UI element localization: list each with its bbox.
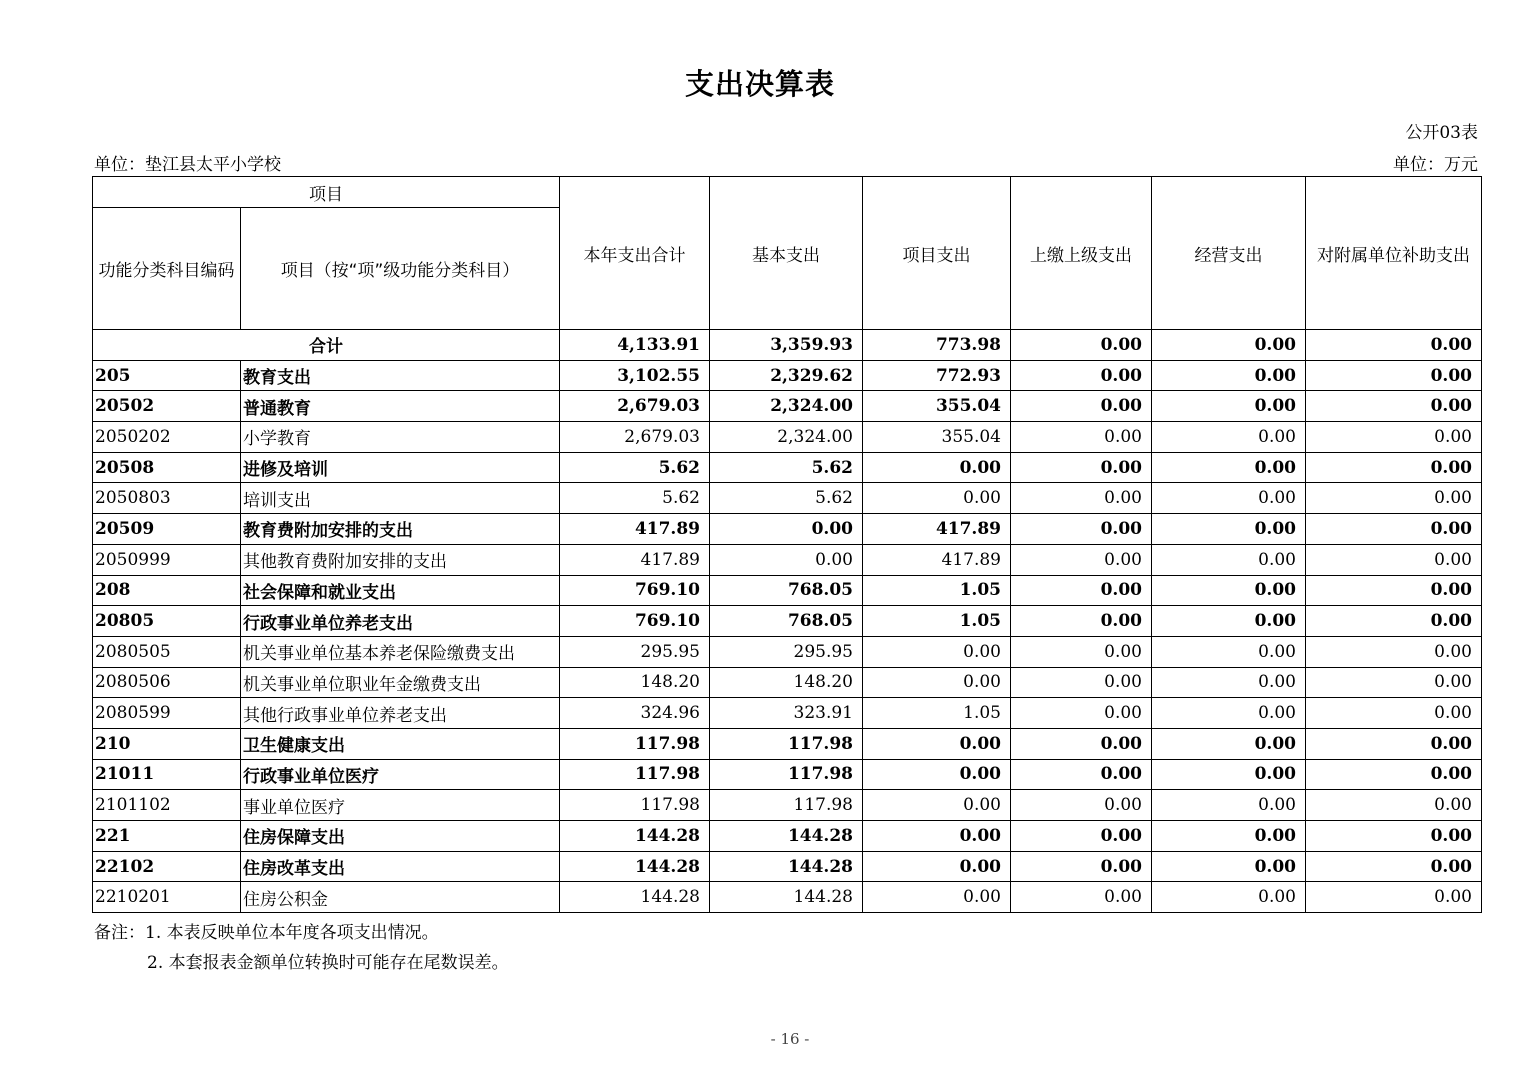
row-business: 0.00 [1152,544,1306,575]
row-project: 0.00 [863,882,1011,913]
row-name: 其他行政事业单位养老支出 [241,698,560,729]
total-project: 773.98 [863,330,1011,361]
table-row [93,606,1482,637]
table-row [93,882,1482,913]
row-total: 144.28 [560,882,710,913]
row-basic: 144.28 [710,821,863,852]
row-project: 0.00 [863,821,1011,852]
table-row [93,821,1482,852]
row-business: 0.00 [1152,575,1306,606]
row-total: 144.28 [560,851,710,882]
row-code: 2080599 [93,698,241,729]
table-row [93,483,1482,514]
row-total: 295.95 [560,636,710,667]
row-upper: 0.00 [1011,422,1152,453]
row-project: 0.00 [863,483,1011,514]
row-subsidy: 0.00 [1306,821,1482,852]
row-subsidy: 0.00 [1306,759,1482,790]
row-project: 355.04 [863,422,1011,453]
row-name: 住房改革支出 [241,851,560,882]
table-row [93,851,1482,882]
row-code: 20805 [93,606,241,637]
row-basic: 144.28 [710,882,863,913]
row-basic: 323.91 [710,698,863,729]
row-name: 进修及培训 [241,452,560,483]
unit-org: 单位：垫江县太平小学校 [94,155,281,175]
total-business: 0.00 [1152,330,1306,361]
row-business: 0.00 [1152,851,1306,882]
total-subsidy: 0.00 [1306,330,1482,361]
row-code: 2050999 [93,544,241,575]
total-label: 合计 [93,330,560,361]
row-basic: 768.05 [710,575,863,606]
table-row [93,728,1482,759]
row-subsidy: 0.00 [1306,790,1482,821]
row-subsidy: 0.00 [1306,698,1482,729]
table-row [93,452,1482,483]
row-upper: 0.00 [1011,360,1152,391]
row-business: 0.00 [1152,391,1306,422]
row-basic: 0.00 [710,544,863,575]
row-name: 小学教育 [241,422,560,453]
row-upper: 0.00 [1011,821,1152,852]
table-row [93,544,1482,575]
row-project: 0.00 [863,790,1011,821]
row-upper: 0.00 [1011,851,1152,882]
row-upper: 0.00 [1011,452,1152,483]
row-basic: 768.05 [710,606,863,637]
row-subsidy: 0.00 [1306,851,1482,882]
row-subsidy: 0.00 [1306,360,1482,391]
row-basic: 0.00 [710,514,863,545]
header-total: 本年支出合计 [560,177,710,330]
row-total: 769.10 [560,575,710,606]
table-row [93,667,1482,698]
row-name: 教育费附加安排的支出 [241,514,560,545]
header-business: 经营支出 [1152,177,1306,330]
total-basic: 3,359.93 [710,330,863,361]
page-number: - 16 - [770,1030,810,1048]
row-business: 0.00 [1152,422,1306,453]
row-project: 417.89 [863,544,1011,575]
row-project: 0.00 [863,759,1011,790]
unit-currency: 单位：万元 [1393,155,1478,175]
row-business: 0.00 [1152,514,1306,545]
header-basic: 基本支出 [710,177,863,330]
row-code: 2080505 [93,636,241,667]
row-name: 事业单位医疗 [241,790,560,821]
row-code: 20508 [93,452,241,483]
row-name: 教育支出 [241,360,560,391]
row-basic: 5.62 [710,483,863,514]
row-code: 2080506 [93,667,241,698]
row-project: 355.04 [863,391,1011,422]
row-subsidy: 0.00 [1306,636,1482,667]
row-subsidy: 0.00 [1306,452,1482,483]
row-upper: 0.00 [1011,667,1152,698]
row-upper: 0.00 [1011,544,1152,575]
row-code: 208 [93,575,241,606]
row-basic: 5.62 [710,452,863,483]
row-subsidy: 0.00 [1306,544,1482,575]
table-row [93,790,1482,821]
row-upper: 0.00 [1011,698,1152,729]
row-basic: 117.98 [710,728,863,759]
row-code: 2101102 [93,790,241,821]
row-project: 0.00 [863,636,1011,667]
row-basic: 2,324.00 [710,422,863,453]
header-name: 项目（按“项”级功能分类科目） [241,208,560,330]
header-subsidy: 对附属单位补助支出 [1306,177,1482,330]
expenditure-table [92,176,1482,913]
row-total: 3,102.55 [560,360,710,391]
row-upper: 0.00 [1011,728,1152,759]
note-line-1: 备注：1. 本表反映单位本年度各项支出情况。 [94,923,439,943]
row-basic: 117.98 [710,790,863,821]
row-total: 148.20 [560,667,710,698]
row-subsidy: 0.00 [1306,575,1482,606]
row-subsidy: 0.00 [1306,391,1482,422]
row-project: 1.05 [863,698,1011,729]
row-name: 机关事业单位基本养老保险缴费支出 [241,636,560,667]
row-total: 2,679.03 [560,422,710,453]
row-total: 2,679.03 [560,391,710,422]
row-business: 0.00 [1152,759,1306,790]
row-subsidy: 0.00 [1306,606,1482,637]
row-project: 0.00 [863,667,1011,698]
row-total: 417.89 [560,544,710,575]
row-code: 20502 [93,391,241,422]
row-name: 卫生健康支出 [241,728,560,759]
row-code: 221 [93,821,241,852]
row-upper: 0.00 [1011,575,1152,606]
row-upper: 0.00 [1011,882,1152,913]
row-subsidy: 0.00 [1306,667,1482,698]
row-name: 行政事业单位医疗 [241,759,560,790]
row-project: 1.05 [863,575,1011,606]
header-upper: 上缴上级支出 [1011,177,1152,330]
table-row [93,698,1482,729]
row-business: 0.00 [1152,821,1306,852]
row-subsidy: 0.00 [1306,422,1482,453]
row-basic: 148.20 [710,667,863,698]
row-upper: 0.00 [1011,759,1152,790]
table-row [93,360,1482,391]
row-project: 0.00 [863,728,1011,759]
row-upper: 0.00 [1011,391,1152,422]
row-business: 0.00 [1152,483,1306,514]
row-name: 社会保障和就业支出 [241,575,560,606]
row-upper: 0.00 [1011,514,1152,545]
row-code: 205 [93,360,241,391]
total-total: 4,133.91 [560,330,710,361]
row-upper: 0.00 [1011,483,1152,514]
row-project: 0.00 [863,452,1011,483]
row-business: 0.00 [1152,606,1306,637]
row-name: 住房公积金 [241,882,560,913]
row-total: 5.62 [560,452,710,483]
row-basic: 295.95 [710,636,863,667]
row-code: 20509 [93,514,241,545]
row-basic: 2,329.62 [710,360,863,391]
table-id: 公开03表 [1405,123,1478,143]
row-name: 培训支出 [241,483,560,514]
row-business: 0.00 [1152,452,1306,483]
note-line-2: 2. 本套报表金额单位转换时可能存在尾数误差。 [147,953,509,973]
page-title: 支出决算表 [684,67,835,101]
row-subsidy: 0.00 [1306,728,1482,759]
row-basic: 117.98 [710,759,863,790]
row-total: 144.28 [560,821,710,852]
row-code: 210 [93,728,241,759]
table-row [93,514,1482,545]
row-basic: 144.28 [710,851,863,882]
row-business: 0.00 [1152,728,1306,759]
row-name: 机关事业单位职业年金缴费支出 [241,667,560,698]
row-total: 117.98 [560,790,710,821]
row-name: 其他教育费附加安排的支出 [241,544,560,575]
row-upper: 0.00 [1011,606,1152,637]
row-subsidy: 0.00 [1306,514,1482,545]
row-project: 0.00 [863,851,1011,882]
row-upper: 0.00 [1011,636,1152,667]
row-code: 2210201 [93,882,241,913]
total-upper: 0.00 [1011,330,1152,361]
row-code: 2050803 [93,483,241,514]
row-total: 5.62 [560,483,710,514]
row-business: 0.00 [1152,636,1306,667]
table-row [93,636,1482,667]
table-row [93,391,1482,422]
row-upper: 0.00 [1011,790,1152,821]
table-row [93,575,1482,606]
row-total: 769.10 [560,606,710,637]
row-name: 住房保障支出 [241,821,560,852]
row-subsidy: 0.00 [1306,882,1482,913]
total-row [93,330,1482,361]
row-name: 行政事业单位养老支出 [241,606,560,637]
header-project: 项目支出 [863,177,1011,330]
row-code: 22102 [93,851,241,882]
row-basic: 2,324.00 [710,391,863,422]
row-total: 417.89 [560,514,710,545]
row-business: 0.00 [1152,790,1306,821]
row-business: 0.00 [1152,360,1306,391]
row-project: 417.89 [863,514,1011,545]
row-name: 普通教育 [241,391,560,422]
row-total: 117.98 [560,759,710,790]
table-row [93,759,1482,790]
row-project: 772.93 [863,360,1011,391]
row-project: 1.05 [863,606,1011,637]
row-business: 0.00 [1152,698,1306,729]
header-item: 项目 [93,177,560,208]
row-subsidy: 0.00 [1306,483,1482,514]
row-total: 324.96 [560,698,710,729]
header-code: 功能分类科目编码 [93,208,241,330]
table-row [93,422,1482,453]
row-code: 21011 [93,759,241,790]
row-business: 0.00 [1152,667,1306,698]
row-total: 117.98 [560,728,710,759]
row-code: 2050202 [93,422,241,453]
row-business: 0.00 [1152,882,1306,913]
